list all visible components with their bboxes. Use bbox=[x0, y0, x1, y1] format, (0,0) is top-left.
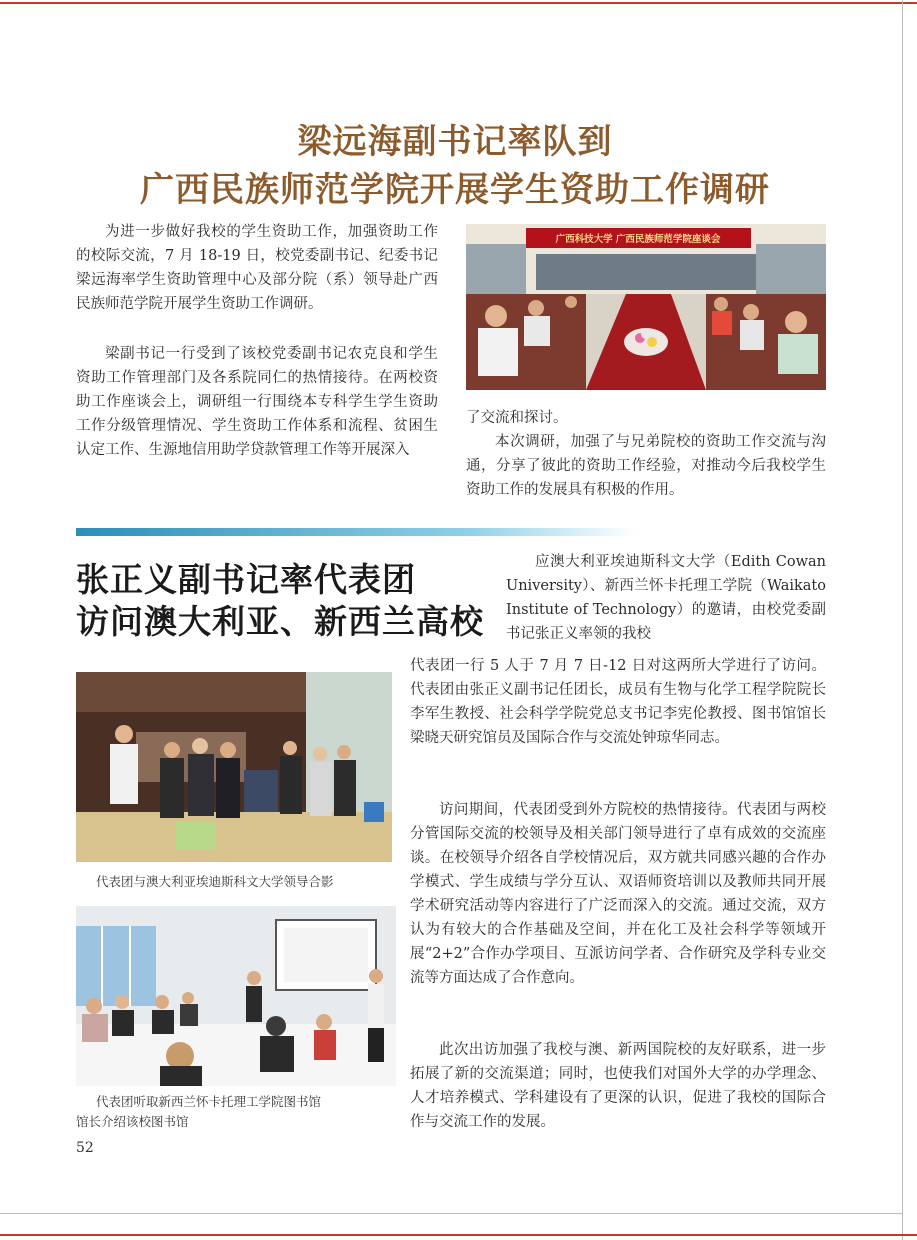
article1-title-line1: 梁远海副书记率队到 bbox=[297, 122, 613, 162]
article1-paragraph-2-continued: 了交流和探讨。 bbox=[466, 410, 568, 426]
caption-library-photo-line2: 馆长介绍该校图书馆 bbox=[76, 1114, 189, 1129]
article2-title-line2: 访问澳大利亚、新西兰高校 bbox=[76, 602, 484, 641]
article1-paragraph-3: 本次调研，加强了与兄弟院校的资助工作交流与沟通，分享了彼此的资助工作经验，对推动今后我校学生资助工作的发展具有积极的作用。 bbox=[466, 434, 826, 498]
article1-paragraph-2: 梁副书记一行受到了该校党委副书记农克良和学生资助工作管理部门及各系院同仁的热情接待。在两校资助工作座谈会上，调研组一行围绕本专科学生学生资助工作分级管理情况、学生资助工作体系和流程、贫困生认定工作、生源地信用助学贷款管理工作等开展深入 bbox=[76, 346, 438, 458]
article2-paragraph-3: 此次出访加强了我校与澳、新两国院校的友好联系，进一步拓展了新的交流渠道；同时，也使我们对国外大学的办学理念、人才培养模式、学科建设有了更深的认识，促进了我校的国际合作与交流工作的发展。 bbox=[410, 1042, 826, 1130]
page-number: 52 bbox=[76, 1140, 94, 1156]
article2-title-line1: 张正义副书记率代表团 bbox=[76, 560, 416, 599]
caption-group-photo: 代表团与澳大利亚埃迪斯科文大学领导合影 bbox=[96, 874, 334, 889]
library-photo bbox=[76, 906, 396, 1086]
meeting-photo bbox=[466, 224, 826, 390]
meeting-banner-text: 广西科技大学 广西民族师范学院座谈会 bbox=[555, 234, 721, 245]
page-frame-right bbox=[902, 0, 903, 1240]
section-divider bbox=[76, 528, 636, 536]
article1-paragraph-1: 为进一步做好我校的学生资助工作，加强资助工作的校际交流，7 月 18-19 日，校党委副书记、纪委书记梁远海率学生资助管理中心及部分院（系）领导赴广西民族师范学院开展学生资助工作调研。 bbox=[76, 224, 438, 312]
bottom-rule bbox=[0, 1234, 917, 1236]
group-photo bbox=[76, 672, 392, 862]
article2-paragraph-2: 访问期间，代表团受到外方院校的热情接待。代表团与两校分管国际交流的校领导及相关部门领导进行了卓有成效的交流座谈。在校领导介绍各自学校情况后，双方就共同感兴趣的合作办学模式、学生成绩与学分互认、双语师资培训以及教师共同开展学术研究活动等内容进行了广泛而深入的交流。通过交流，双方认为有较大的合作基础及空间，并在化工及社会科学等领域开展“2+2”合作办学项目、互派访问学者、合作研究及学科专业交流等方面达成了合作意向。 bbox=[410, 802, 826, 986]
caption-library-photo-line1: 代表团听取新西兰怀卡托理工学院图书馆 bbox=[96, 1094, 322, 1109]
article1-title-line2: 广西民族师范学院开展学生资助工作调研 bbox=[140, 170, 770, 210]
top-rule bbox=[0, 2, 917, 4]
article2-intro: 应澳大利亚埃迪斯科文大学（Edith Cowan University）、新西兰怀卡托理工学院（Waikato Institute of Technology）的邀请，由校党委副书记张正义率领的我校 bbox=[506, 554, 826, 642]
page-frame-bottom bbox=[0, 1213, 903, 1214]
article2-paragraph-1: 代表团一行 5 人于 7 月 7 日-12 日对这两所大学进行了访问。代表团由张正义副书记任团长，成员有生物与化学工程学院院长李军生教授、社会科学学院党总支书记李宪伦教授、图书馆馆长梁晓天研究馆员及国际合作与交流处钟琼华同志。 bbox=[410, 658, 826, 746]
